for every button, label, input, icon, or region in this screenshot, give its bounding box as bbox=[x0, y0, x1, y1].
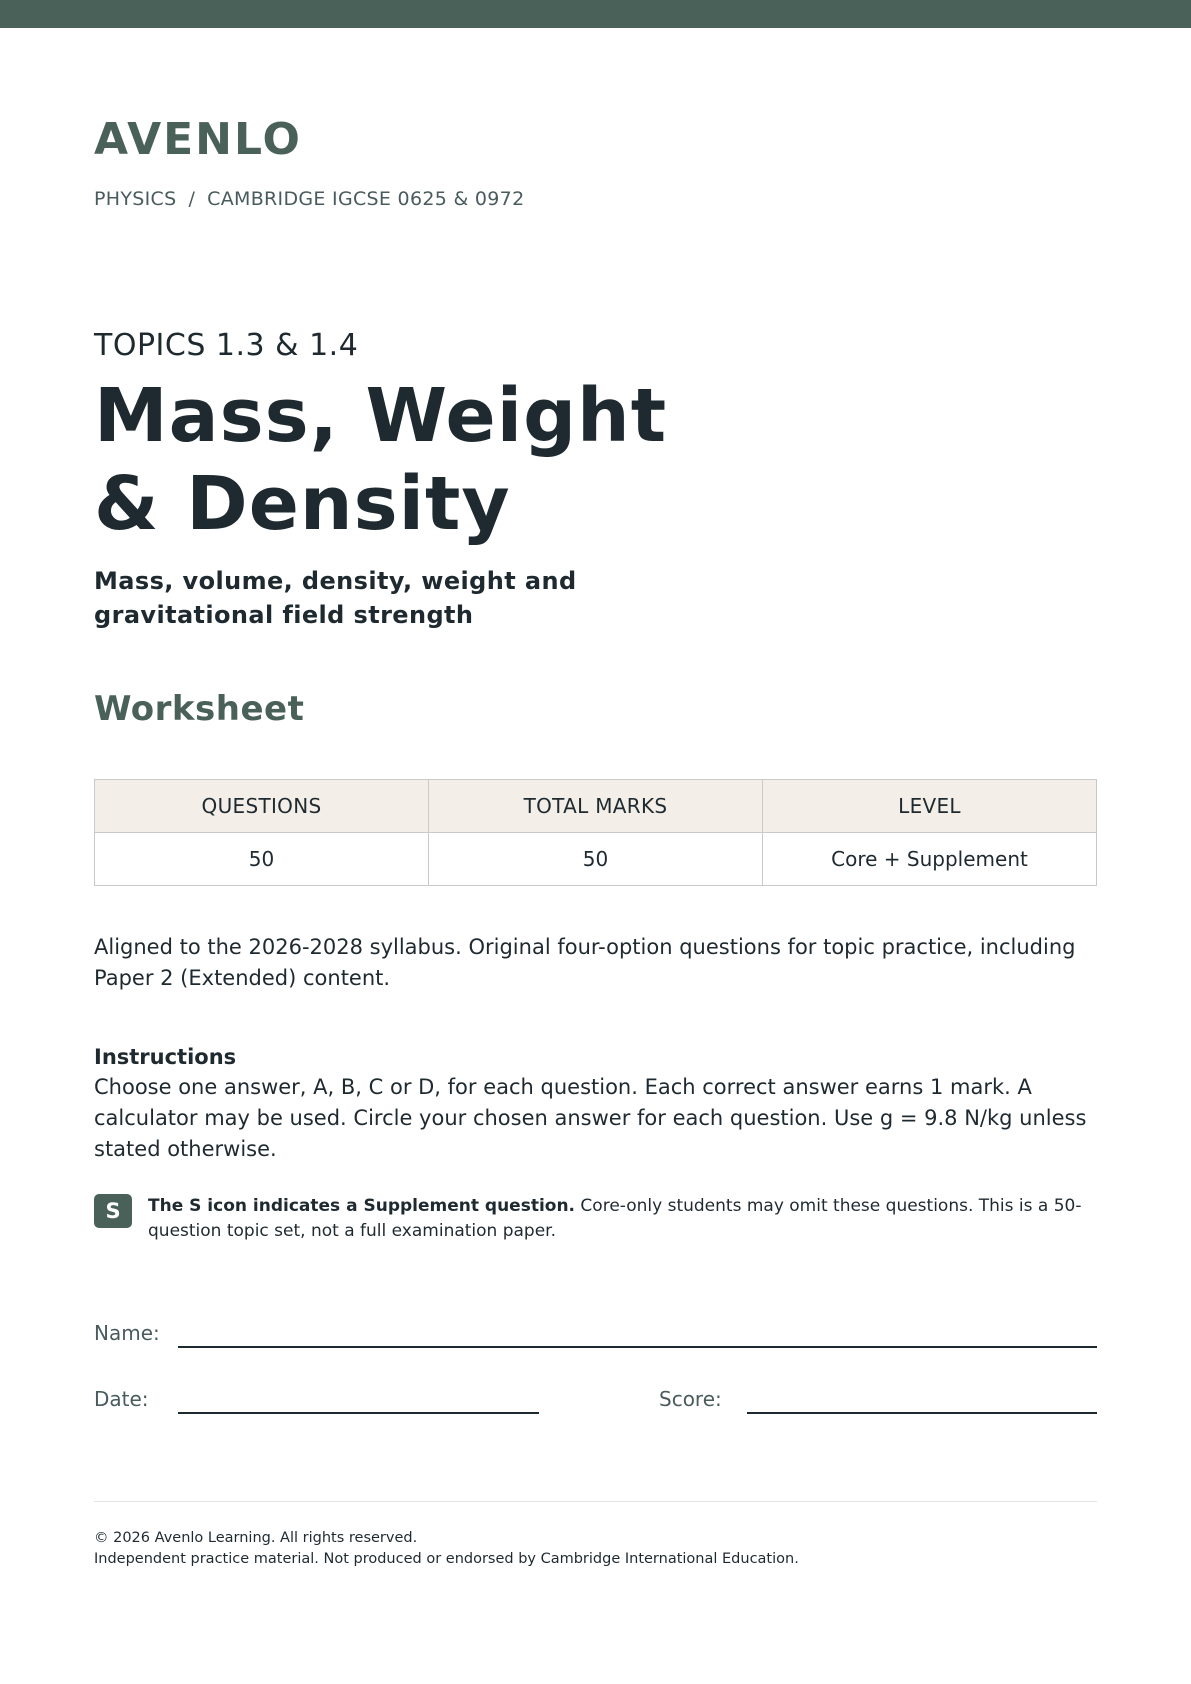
breadcrumb-syllabus: CAMBRIDGE IGCSE 0625 & 0972 bbox=[207, 188, 525, 210]
summary-table-header-row bbox=[95, 780, 1097, 833]
name-field-label: Name: bbox=[94, 1321, 160, 1345]
summary-value-questions: 50 bbox=[95, 833, 429, 886]
summary-header-total-marks: TOTAL MARKS bbox=[429, 780, 763, 833]
summary-table bbox=[94, 779, 1097, 886]
date-field-label: Date: bbox=[94, 1387, 149, 1411]
footer-disclaimer: Independent practice material. Not produced or endorsed by Cambridge International Education. bbox=[94, 1551, 799, 1567]
instructions-heading: Instructions bbox=[94, 1045, 237, 1069]
summary-header-questions: QUESTIONS bbox=[95, 780, 429, 833]
page-title-line-2: & Density bbox=[94, 461, 511, 547]
breadcrumb-separator: / bbox=[188, 188, 196, 210]
supplement-s-icon: S bbox=[94, 1194, 132, 1228]
summary-table-value-row bbox=[95, 833, 1097, 886]
page-title-line-1: Mass, Weight bbox=[94, 373, 668, 459]
page-title bbox=[94, 372, 667, 548]
instructions-text: Choose one answer, A, B, C or D, for each question. Each correct answer earns 1 mark. A calculator may be used. Circle your chosen answer for each question. Use g = 9.8 N/kg unless stated otherwise. bbox=[94, 1075, 1087, 1161]
date-field-line[interactable] bbox=[178, 1412, 539, 1414]
footer-divider bbox=[94, 1501, 1097, 1502]
name-field-line[interactable] bbox=[178, 1346, 1097, 1348]
breadcrumb-subject: PHYSICS bbox=[94, 188, 177, 210]
syllabus-description: Aligned to the 2026-2028 syllabus. Original four-option questions for topic practice, including Paper 2 (Extended) content. bbox=[94, 935, 1076, 990]
supplement-note-body: Core-only students may omit these questions. This is a 50-question topic set, not a full examination paper. bbox=[148, 1196, 1082, 1241]
score-field-line[interactable] bbox=[747, 1412, 1097, 1414]
score-field-label: Score: bbox=[659, 1387, 722, 1411]
page-subtitle bbox=[94, 564, 577, 632]
summary-header-level: LEVEL bbox=[763, 780, 1097, 833]
breadcrumb bbox=[94, 186, 524, 212]
supplement-note-bold: The S icon indicates a Supplement question. bbox=[148, 1196, 576, 1216]
topics-label: TOPICS 1.3 & 1.4 bbox=[94, 328, 359, 363]
page-subtitle-line-1: Mass, volume, density, weight and bbox=[94, 567, 577, 595]
summary-value-total-marks: 50 bbox=[429, 833, 763, 886]
footer-copyright: © 2026 Avenlo Learning. All rights reserved. bbox=[94, 1530, 418, 1546]
page-subtitle-line-2: gravitational field strength bbox=[94, 601, 474, 629]
top-color-bar bbox=[0, 0, 1191, 28]
brand-logo-text: AVENLO bbox=[94, 114, 302, 165]
summary-value-level: Core + Supplement bbox=[763, 833, 1097, 886]
supplement-note-text bbox=[148, 1194, 1097, 1244]
document-type-heading: Worksheet bbox=[94, 689, 305, 729]
